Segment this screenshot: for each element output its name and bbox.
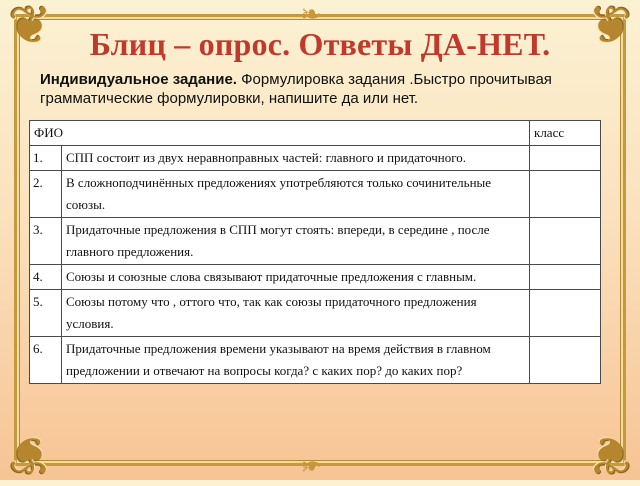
page-title: Блиц – опрос. Ответы ДА-НЕТ.: [89, 26, 551, 62]
table-row: [30, 218, 601, 265]
row-statement: СПП состоит из двух неравноправных частей: главного и придаточного.: [62, 146, 530, 171]
row-statement: Союзы потому что , оттого что, так как союзы придаточного предложения условия.: [62, 290, 530, 337]
answer-table: [29, 120, 601, 384]
table-row: [30, 265, 601, 290]
table-row: [30, 337, 601, 384]
ornate-corner-icon: ❦: [8, 0, 52, 56]
table-row: [30, 290, 601, 337]
row-number: 3.: [30, 218, 62, 265]
table-header-row: [30, 121, 601, 146]
table-row: [30, 146, 601, 171]
task-label: Индивидуальное задание.: [40, 71, 237, 88]
ornate-corner-icon: ❦: [8, 424, 52, 484]
ornate-corner-icon: ❦: [588, 0, 632, 56]
row-number: 5.: [30, 290, 62, 337]
answer-cell[interactable]: [530, 218, 601, 265]
row-number: 1.: [30, 146, 62, 171]
task-description: [40, 70, 610, 108]
row-statement: Союзы и союзные слова связывают придаточные предложения с главным.: [62, 265, 530, 290]
header-class-cell: класс: [530, 121, 601, 146]
answer-cell[interactable]: [530, 337, 601, 384]
row-number: 4.: [30, 265, 62, 290]
answer-cell[interactable]: [530, 146, 601, 171]
ornate-corner-icon: ❦: [588, 424, 632, 484]
row-number: 2.: [30, 171, 62, 218]
row-statement: Придаточные предложения в СПП могут стоять: впереди, в середине , после главного предложения.: [62, 218, 530, 265]
flourish-icon: ❧: [300, 0, 322, 30]
flourish-icon: ❧: [300, 450, 322, 480]
row-number: 6.: [30, 337, 62, 384]
row-statement: Придаточные предложения времени указывают на время действия в главном предложении и отвечают на вопросы когда? с каких пор? до каких пор?: [62, 337, 530, 384]
task-text: Формулировка задания .Быстро прочитывая грамматические формулировки, напишите да или нет.: [40, 71, 552, 107]
answer-cell[interactable]: [530, 290, 601, 337]
answer-cell[interactable]: [530, 171, 601, 218]
table-row: [30, 171, 601, 218]
answer-cell[interactable]: [530, 265, 601, 290]
header-name-cell: ФИО: [30, 121, 530, 146]
row-statement: В сложноподчинённых предложениях употребляются только сочинительные союзы.: [62, 171, 530, 218]
